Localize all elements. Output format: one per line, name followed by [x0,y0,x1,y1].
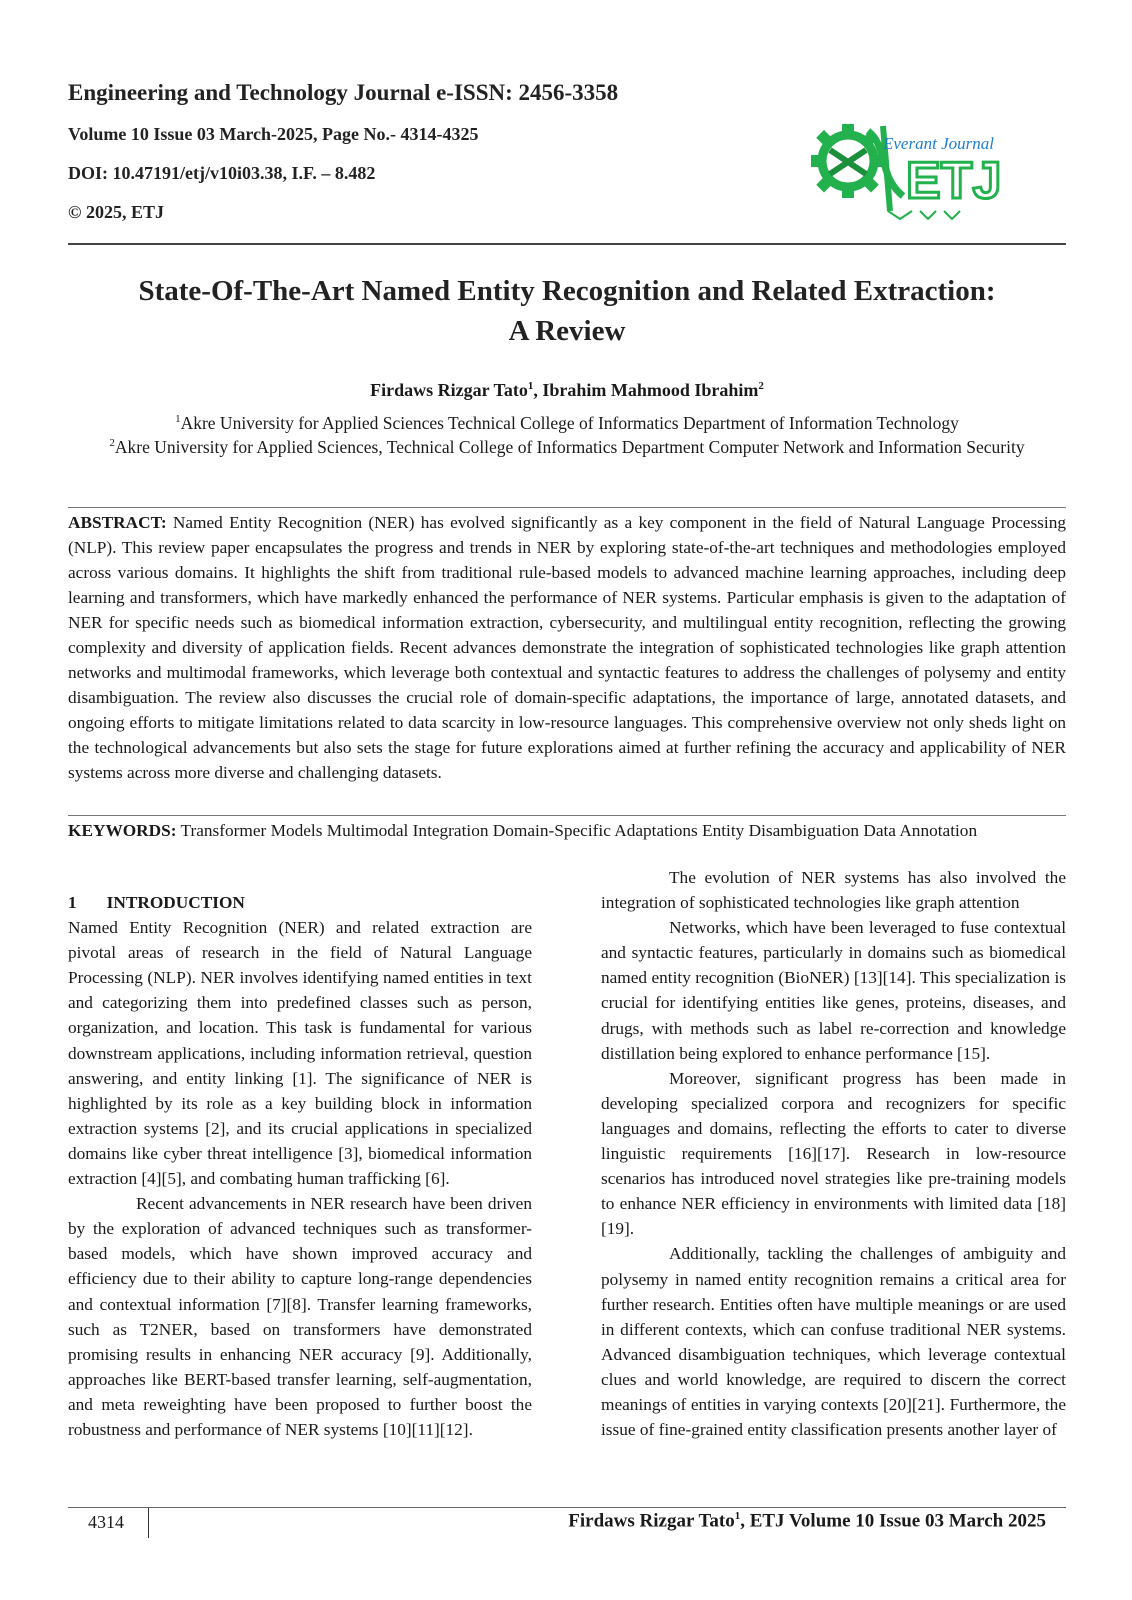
etj-logo [808,116,1018,226]
footer-citation-text: , ETJ Volume 10 Issue 03 March 2025 [740,1510,1046,1532]
footer-author-sup: 1 [734,1510,741,1522]
intro-paragraph-2: Recent advancements in NER research have been driven by the exploration of advanced techniques such as transformer-based models, which have shown improved accuracy and efficiency due to their ability to capture long-range dependencies and contextual information [7][8]. Transfer learning frameworks, such as T2NER, based on transformers have demonstrated promising results in enhancing NER accuracy [9]. Additionally, approaches like BERT-based transfer learning, self-augmentation, and meta reweighting have been proposed to further boost the robustness and performance of NER systems [10][11][12]. [68,1194,532,1439]
author-2-sup: 2 [758,380,764,392]
footer-divider [68,1507,1066,1508]
affiliation-2-sup: 2 [109,437,115,449]
intro-paragraph-1: Named Entity Recognition (NER) and related extraction are pivotal areas of research in the field of Natural Language Processing (NLP). NER involves identifying named entities in text and categorizing them into predefined classes such as person, organization, and location. This task is fundamental for various downstream applications, including information retrieval, question answering, and entity linking [1]. The significance of NER is highlighted by its role as a key building block in information extraction systems [2], and its crucial applications in specialized domains like cyber threat intelligence [3], biomedical information extraction [4][5], and combating human trafficking [6]. [68,918,532,1189]
logo-title: ETJ [906,152,1002,210]
abstract [68,510,1066,785]
header-divider [68,243,1066,245]
doi-info: DOI: 10.47191/etj/v10i03.38, I.F. – 8.482 [68,163,376,183]
footer-author: Firdaws Rizgar Tato [568,1510,735,1532]
abstract-top-divider [68,507,1066,508]
left-column [68,890,532,1442]
abstract-label: ABSTRACT: [68,513,167,532]
author-1: Firdaws Rizgar Tato [370,380,528,400]
author-2: Ibrahim Mahmood Ibrahim [542,380,759,400]
section-number: 1 [68,893,77,912]
abstract-bottom-divider [68,815,1066,816]
footer-separator [148,1508,149,1538]
right-paragraph-1: The evolution of NER systems has also involved the integration of sophisticated technologies like graph attention [601,868,1066,913]
section-title: INTRODUCTION [106,893,245,912]
keywords-text: Transformer Models Multimodal Integration Domain-Specific Adaptations Entity Disambiguation Data Annotation [176,821,978,840]
right-paragraph-3: Moreover, significant progress has been made in developing specialized corpora and recognizers for specific languages and domains, reflecting the efforts to cater to diverse linguistic requirements [16][17]. Research in low-resource scenarios has introduced novel strategies like pre-training models to enhance NER efficiency in environments with limited data [18][19]. [601,1068,1066,1239]
abstract-text: Named Entity Recognition (NER) has evolved significantly as a key component in the field of Natural Language Processing (NLP). This review paper encapsulates the progress and trends in NER by exploring state-of-the-art techniques and methodologies employed across various domains. It highlights the shift from traditional rule-based models to advanced machine learning approaches, including deep learning and transformers, which have markedly enhanced the performance of NER systems. Particular emphasis is given to the adaptation of NER for specific needs such as biomedical information extraction, cybersecurity, and multilingual entity recognition, reflecting the growing complexity and diversity of application fields. Recent advances demonstrate the integration of sophisticated technologies like graph attention networks and multimodal frameworks, which leverage both contextual and syntactic features to address the challenges of polysemy and entity disambiguation. The review also discusses the crucial role of domain-specific adaptations, the importance of large, annotated datasets, and ongoing efforts to mitigate limitations related to data scarcity in low-resource languages. This comprehensive overview not only sheds light on the technological advancements but also sets the stage for future explorations aimed at further refining the accuracy and applicability of NER systems across more diverse and challenging datasets. [68,513,1066,782]
affiliation-1-sup: 1 [175,413,181,425]
authors [68,380,1066,401]
affiliation-2-text: Akre University for Applied Sciences, Technical College of Informatics Department Computer Network and Information Security [114,436,1025,457]
affiliation-2 [95,431,1039,460]
keywords [68,818,988,843]
section-heading [68,890,532,915]
right-paragraph-2: Networks, which have been leveraged to fuse contextual and syntactic features, particularly in domains such as biomedical named entity recognition (BioNER) [13][14]. This specialization is crucial for identifying entities like genes, proteins, diseases, and drugs, with methods such as label re-correction and knowledge distillation being explored to enhance performance [15]. [601,918,1066,1063]
journal-name: Engineering and Technology Journal e-ISSN: 2456-3358 [68,80,619,105]
volume-info: Volume 10 Issue 03 March-2025, Page No.- 4314-4325 [68,124,479,144]
footer-citation [568,1510,1046,1532]
paper-title-line-1: State-Of-The-Art Named Entity Recognition and Related Extraction: [138,275,996,307]
keywords-label: KEYWORDS: [68,821,177,840]
logo-subtitle: Everant Journal [883,134,994,153]
right-column [601,865,1066,1442]
affiliation-1-text: Akre University for Applied Sciences Technical College of Informatics Department of Information Technology [180,412,959,433]
right-paragraph-4: Additionally, tackling the challenges of ambiguity and polysemy in named entity recognition remains a critical area for further research. Entities often have multiple meanings or are used in different contexts, which can confuse traditional NER systems. Advanced disambiguation techniques, which leverage contextual clues and world knowledge, are required to discern the correct meanings of entities in varying contexts [20][21]. Furthermore, the issue of fine-grained entity classification presents another layer of [601,1244,1066,1440]
copyright-notice: © 2025, ETJ [68,202,164,222]
author-1-sup: 1 [527,380,534,392]
author-separator: , [533,380,543,400]
page-number: 4314 [88,1512,124,1532]
paper-title-line-2: A Review [508,315,626,347]
